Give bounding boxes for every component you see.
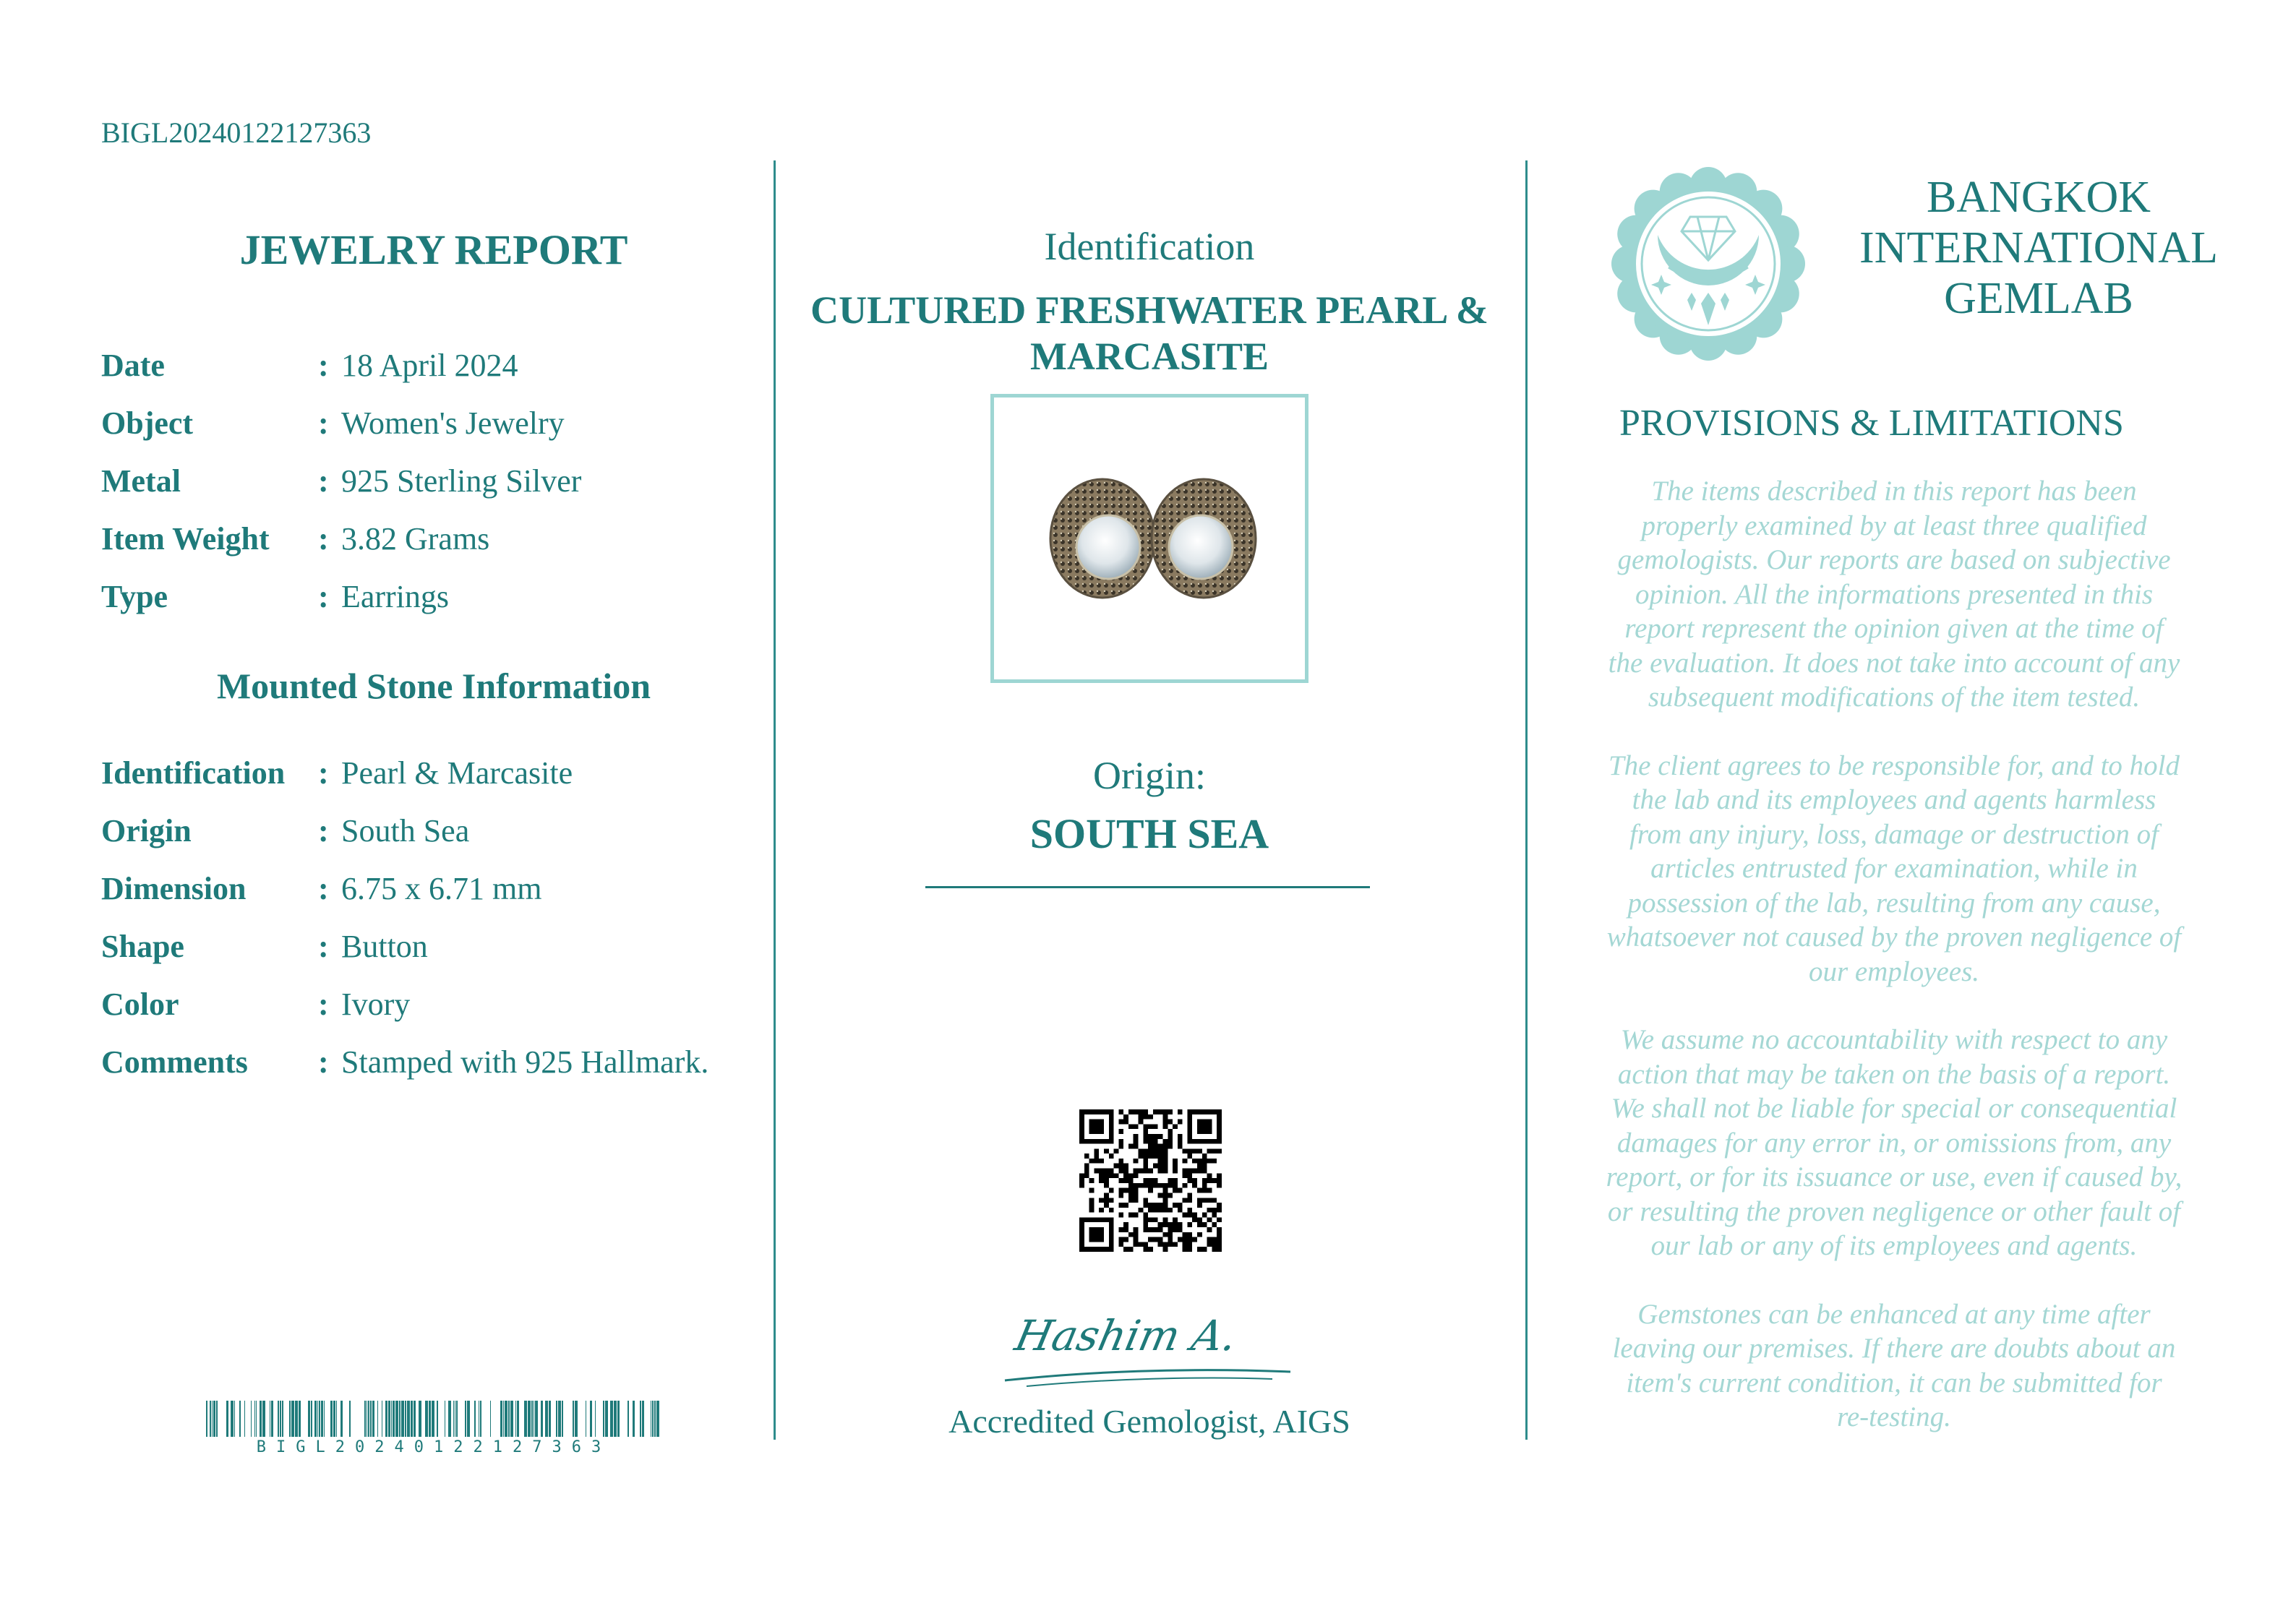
field-value: 18 April 2024 (341, 348, 518, 383)
field-value: 3.82 Grams (341, 521, 490, 557)
field-label: Dimension (101, 871, 247, 906)
origin-underline (925, 886, 1370, 888)
field-colon: : (318, 405, 329, 441)
lab-name (1851, 172, 2227, 324)
identification-line-1: CULTURED FRESHWATER PEARL & (810, 288, 1488, 332)
provisions-line: gemologists. Our reports are based on subjective (1617, 544, 2171, 575)
divider-left (774, 160, 776, 1440)
lab-name-line-3: GEMLAB (1944, 274, 2133, 323)
provisions-paragraph (1569, 749, 2219, 989)
field-label: Type (101, 579, 168, 614)
provisions-line: damages for any error in, or omissions from, any (1616, 1127, 2172, 1159)
earring-right (1152, 479, 1256, 598)
provisions-paragraph (1569, 1297, 2219, 1435)
provisions-line: whatsoever not caused by the proven negligence of (1606, 921, 2182, 953)
lab-name-line-1: BANGKOK (1927, 173, 2151, 222)
signature (998, 1286, 1301, 1395)
signature-text: Hashim A. (1011, 1311, 1242, 1360)
earrings-photo (994, 398, 1305, 679)
signatory-title: Accredited Gemologist, AIGS (948, 1403, 1350, 1440)
field-label: Origin (101, 813, 192, 848)
provisions-line: subsequent modifications of the item tested. (1648, 682, 2141, 713)
field-value: Pearl & Marcasite (341, 755, 573, 791)
provisions-line: opinion. All the informations presented in this (1635, 578, 2154, 610)
qr-code (1079, 1109, 1222, 1252)
field-value: Button (341, 929, 428, 964)
lab-name-line-2: INTERNATIONAL (1859, 223, 2218, 272)
provisions-line: report represent the opinion given at the time of (1624, 613, 2164, 644)
barcode-text: BIGL20240122127363 (256, 1438, 612, 1456)
lab-seal-logo (1611, 166, 1806, 361)
provisions-line: our employees. (1808, 955, 1980, 987)
provisions-line: the lab and its employees and agents harmless (1632, 784, 2156, 815)
identification-line-2: MARCASITE (1029, 335, 1269, 378)
field-colon: : (318, 987, 329, 1022)
field-colon: : (318, 521, 329, 557)
provisions-paragraph (1569, 1023, 2219, 1263)
field-colon: : (318, 1044, 329, 1080)
field-label: Shape (101, 929, 184, 964)
provisions-line: The client agrees to be responsible for, and to hold (1608, 749, 2180, 781)
origin-label: Origin: (1093, 754, 1206, 797)
provisions-line: item's current condition, it can be submitted for (1626, 1367, 2162, 1399)
provisions-line: articles entrusted for examination, while in (1650, 853, 2138, 884)
earring-left (1050, 479, 1155, 598)
field-value: Earrings (341, 579, 450, 614)
field-colon: : (318, 348, 329, 383)
stone-info-title: Mounted Stone Information (216, 666, 651, 706)
provisions-line: or resulting the proven negligence or other fault of (1607, 1195, 2181, 1227)
provisions-line: leaving our premises. If there are doubts about an (1612, 1333, 2176, 1364)
field-label: Date (101, 348, 165, 383)
provisions-line: re-testing. (1837, 1401, 1951, 1432)
field-value: 925 Sterling Silver (341, 463, 582, 499)
field-value: South Sea (341, 813, 470, 848)
field-colon: : (318, 813, 329, 848)
provisions-line: from any injury, loss, damage or destruction of (1629, 818, 2159, 850)
field-label: Identification (101, 755, 286, 791)
report-title: JEWELRY REPORT (239, 226, 628, 273)
provisions-line: We assume no accountability with respect to any (1620, 1024, 2168, 1055)
barcode (206, 1401, 661, 1437)
field-value: Stamped with 925 Hallmark. (341, 1044, 709, 1080)
field-value: Women's Jewelry (341, 405, 565, 441)
field-label: Item Weight (101, 521, 270, 557)
item-photo-frame (990, 394, 1308, 683)
field-colon: : (318, 755, 329, 791)
field-label: Metal (101, 463, 181, 499)
provisions-text (1569, 474, 2219, 1435)
field-colon: : (318, 579, 329, 614)
provisions-line: possession of the lab, resulting from any cause, (1627, 887, 2161, 919)
field-label: Object (101, 405, 194, 441)
field-label: Comments (101, 1044, 248, 1080)
identification-label: Identification (1044, 225, 1255, 268)
field-colon: : (318, 463, 329, 499)
provisions-paragraph (1569, 474, 2219, 715)
provisions-line: action that may be taken on the basis of a report. (1617, 1058, 2171, 1090)
divider-right (1525, 160, 1528, 1440)
provisions-line: The items described in this report has been (1651, 476, 2137, 507)
field-value: Ivory (341, 987, 411, 1022)
provisions-title: PROVISIONS & LIMITATIONS (1619, 403, 2124, 444)
field-value: 6.75 x 6.71 mm (341, 871, 542, 906)
report-id: BIGL20240122127363 (101, 116, 372, 149)
origin-value: SOUTH SEA (1029, 810, 1269, 857)
field-label: Color (101, 987, 179, 1022)
field-colon: : (318, 871, 329, 906)
provisions-line: Gemstones can be enhanced at any time after (1637, 1298, 2151, 1330)
provisions-line: report, or for its issuance or use, even if caused by, (1606, 1161, 2183, 1193)
provisions-line: the evaluation. It does not take into account of any (1608, 647, 2180, 679)
provisions-line: our lab or any of its employees and agents. (1650, 1230, 2138, 1261)
provisions-line: properly examined by at least three qualified (1641, 510, 2147, 541)
field-colon: : (318, 929, 329, 964)
provisions-line: We shall not be liable for special or consequential (1611, 1093, 2177, 1124)
